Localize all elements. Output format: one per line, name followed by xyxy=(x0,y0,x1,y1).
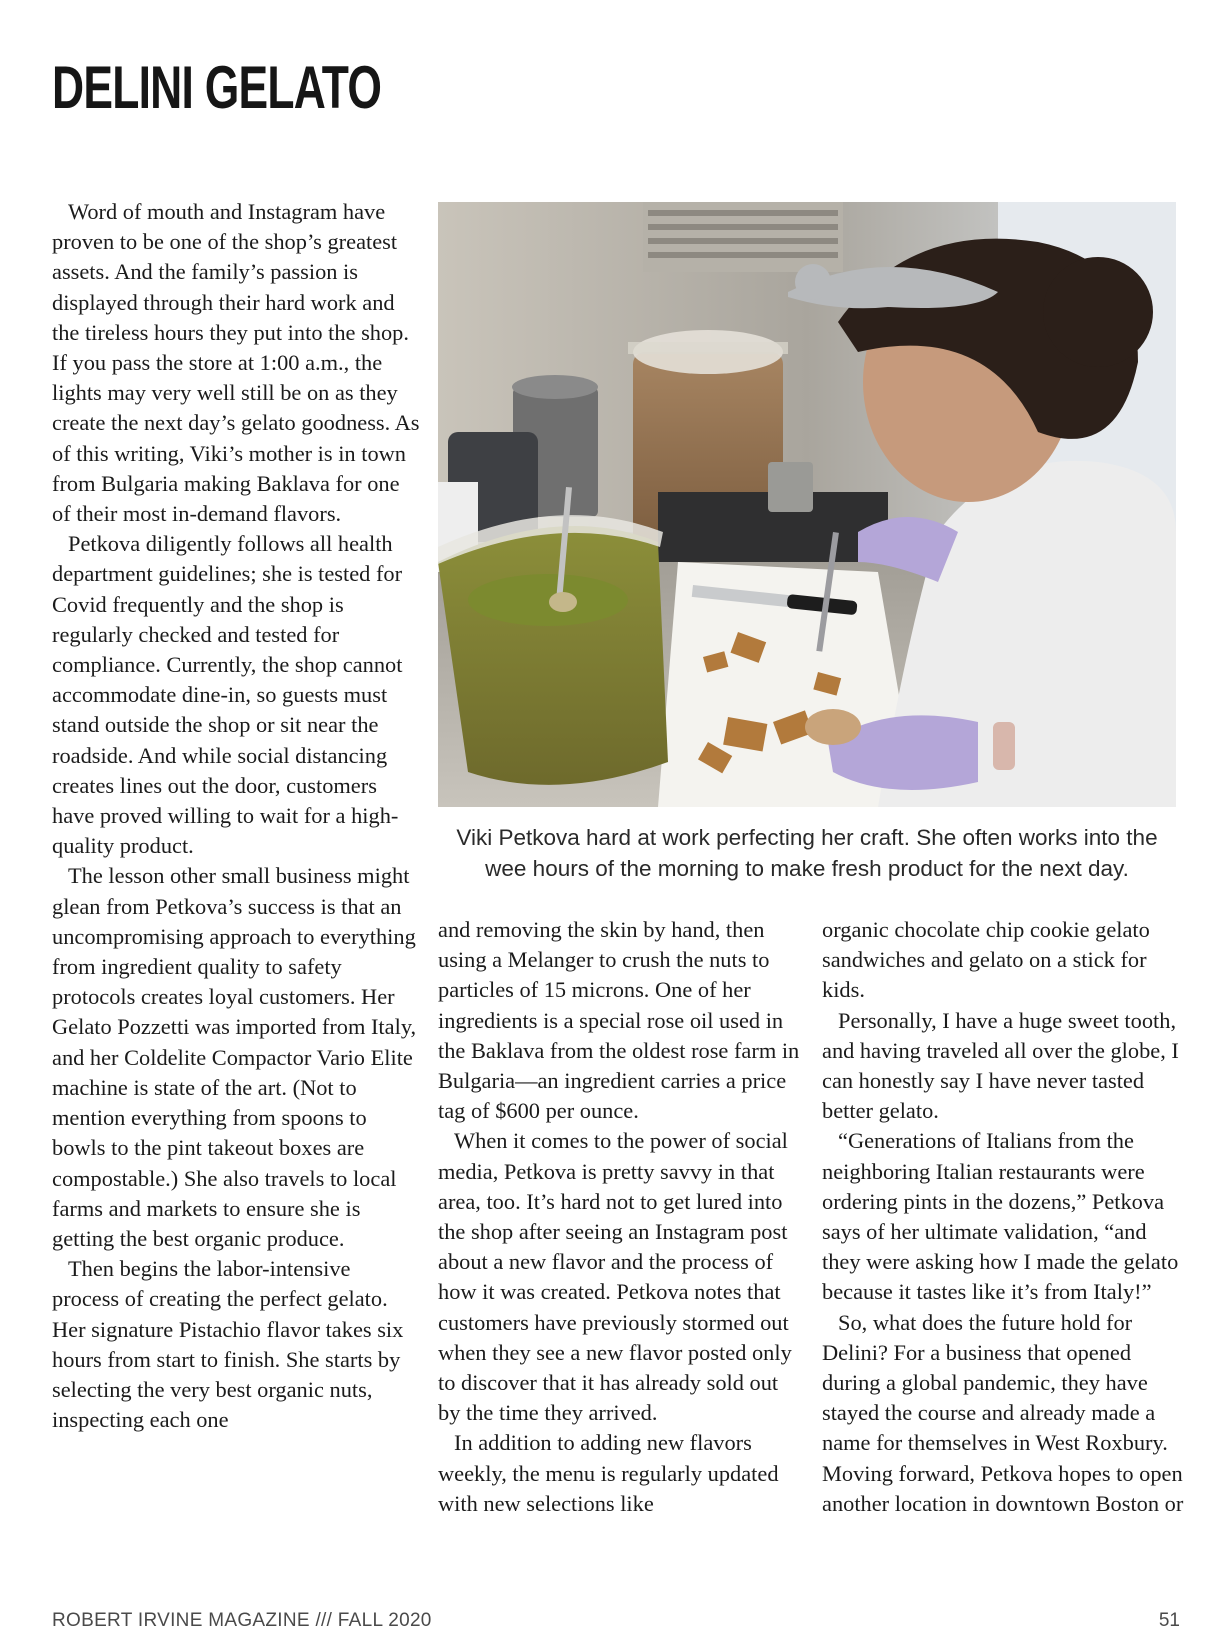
article-column-3 xyxy=(822,915,1184,1519)
page-number: 51 xyxy=(1158,1610,1180,1631)
paragraph: “Generations of Italians from the neighboring Italian restaurants were ordering pints in the dozens,” Petkova says of her ultimate validation, “and they were asking how I made the gelato because it tastes like it’s from Italy!” xyxy=(822,1128,1179,1305)
article-title: DELINI GELATO xyxy=(52,54,382,121)
paragraph: When it comes to the power of social media, Petkova is pretty savvy in that area, too. It’s hard not to get lured into the shop after seeing an Instagram post about a new flavor and the process of how it was created. Petkova notes that customers have previously stormed out when they see a new flavor posted only to discover that it has already sold out by the time they arrived. xyxy=(438,1128,792,1426)
footer-publication: ROBERT IRVINE MAGAZINE /// FALL 2020 xyxy=(52,1610,432,1631)
paragraph: Then begins the labor-intensive process of creating the perfect gelato. Her signature Pistachio flavor takes six hours from start to finish. She starts by selecting the very best organic nuts, inspecting each one xyxy=(52,1256,404,1433)
photo-image xyxy=(438,202,1176,807)
paragraph: In addition to adding new flavors weekly, the menu is regularly updated with new selections like xyxy=(438,1430,779,1516)
paragraph: So, what does the future hold for Delini? For a business that opened during a global pandemic, they have stayed the course and already made a name for themselves in West Roxbury. Moving forward, Petkova hopes to open another location in downtown Boston or xyxy=(822,1309,1184,1516)
paragraph: Word of mouth and Instagram have proven to be one of the shop’s greatest assets. And the family’s passion is displayed through their hard work and the tireless hours they put into the shop. If you pass the store at 1:00 a.m., the lights may very well still be on as they create the next day’s gelato goodness. As of this writing, Viki’s mother is in town from Bulgaria making Baklava for one of their most in-demand flavors. xyxy=(52,199,420,527)
paragraph: The lesson other small business might glean from Petkova’s success is that an uncompromising approach to everything from ingredient quality to safety protocols creates loyal customers. Her Gelato Pozzetti was imported from Italy, and her Coldelite Compactor Vario Elite machine is state of the art. (Not to mention everything from spoons to bowls to the pint takeout boxes are compostable.) She also travels to local farms and markets to ensure she is getting the best organic produce. xyxy=(52,863,417,1251)
paragraph: Personally, I have a huge sweet tooth, and having traveled all over the globe, I can honestly say I have never tasted better gelato. xyxy=(822,1007,1179,1124)
paragraph: organic chocolate chip cookie gelato sandwiches and gelato on a stick for kids. xyxy=(822,917,1150,1003)
photo-caption: Viki Petkova hard at work perfecting her craft. She often works into the wee hours of the morning to make fresh product for the next day. xyxy=(456,825,1158,881)
paragraph: and removing the skin by hand, then using a Melanger to crush the nuts to particles of 15 microns. One of her ingredients is a special rose oil used in the Baklava from the oldest rose farm in Bulgaria—an ingredient carries a price tag of $600 per ounce. xyxy=(438,917,800,1124)
article-column-1 xyxy=(52,197,422,1435)
article-column-2 xyxy=(438,915,800,1519)
article-photo xyxy=(438,202,1176,807)
paragraph: Petkova diligently follows all health department guidelines; she is tested for Covid frequently and the shop is regularly checked and tested for compliance. Currently, the shop cannot accommodate dine-in, so guests must stand outside the shop or sit near the roadside. And while social distancing creates lines out the door, customers have proved willing to wait for a high-quality product. xyxy=(52,531,403,859)
